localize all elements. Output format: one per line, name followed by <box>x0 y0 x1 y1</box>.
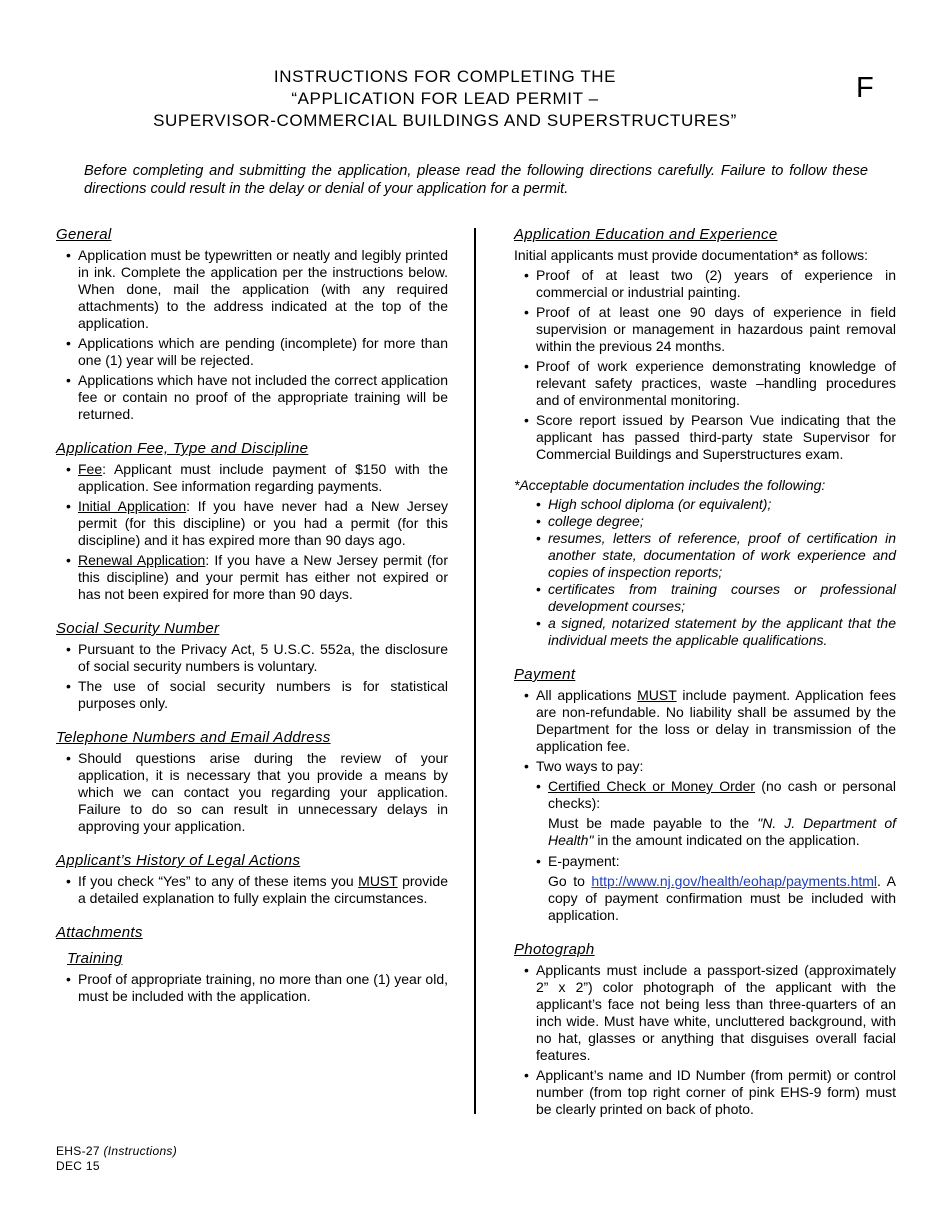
legal-actions-heading: Applicant’s History of Legal Actions <box>56 852 301 869</box>
ssn-item: • Pursuant to the Privacy Act, 5 U.S.C. 552a, the disclosure of social security numbers is voluntary. <box>56 641 448 675</box>
legal-text-before: If you check “Yes” to any of these items you <box>78 873 359 889</box>
check-option-label: Certified Check or Money Order <box>548 778 756 794</box>
phone-email-heading: Telephone Numbers and Email Address <box>56 729 331 746</box>
renewal-application-item <box>56 552 448 603</box>
documentation-item: • certificates from training courses or professional development courses; <box>514 581 896 615</box>
ssn-item: • The use of social security numbers is for statistical purposes only. <box>56 678 448 712</box>
left-column <box>56 226 448 1022</box>
check-payee-name: "N. J. Department of Health" <box>548 815 896 848</box>
fee-text: : Applicant must include payment of $150 with the application. See information regarding payments. <box>78 461 448 494</box>
photograph-item: • Applicant’s name and ID Number (from permit) or control number (from top right corner of pink EHS-9 form) must be clearly printed on back of photo. <box>514 1067 896 1118</box>
legal-actions-section <box>56 852 448 907</box>
payment-text-before: All applications <box>536 687 638 703</box>
check-payee-detail <box>514 815 896 849</box>
title-line-3: SUPERVISOR-COMMERCIAL BUILDINGS AND SUPERSTRUCTURES” <box>153 111 737 130</box>
form-code-note: (Instructions) <box>103 1144 178 1158</box>
initial-application-label: Initial Application <box>78 498 187 514</box>
documentation-item: • a signed, notarized statement by the applicant that the individual meets the applicable qualifications. <box>514 615 896 649</box>
fee-label: Fee <box>78 461 103 477</box>
general-item: • Application must be typewritten or neatly and legibly printed in ink. Complete the application per the instructions below. When done, mail the application (with any required attachments) to the address indicated at the top of the application. <box>56 247 448 332</box>
epayment-detail <box>514 873 896 924</box>
documentation-item: • High school diploma (or equivalent); <box>514 496 896 513</box>
fee-heading: Application Fee, Type and Discipline <box>56 440 309 457</box>
legal-actions-item <box>56 873 448 907</box>
training-item: • Proof of appropriate training, no more than one (1) year old, must be included with the application. <box>56 971 448 1005</box>
ssn-heading: Social Security Number <box>56 620 220 637</box>
payments-link[interactable]: http://www.nj.gov/health/eohap/payments.html <box>591 873 878 889</box>
form-code-line <box>56 1144 177 1159</box>
phone-email-item: • Should questions arise during the review of your application, it is necessary that you provide a means by which we can contact you regarding your application. Failure to do so can result in unnecessary delays in approving your application. <box>56 750 448 835</box>
check-option-item <box>514 778 896 812</box>
education-item: • Proof of at least two (2) years of experience in commercial or industrial painting. <box>514 267 896 301</box>
attachments-heading: Attachments <box>56 924 143 941</box>
check-detail-after: in the amount indicated on the application. <box>593 832 860 848</box>
general-item: • Applications which have not included the correct application fee or contain no proof of the appropriate training will be returned. <box>56 372 448 423</box>
payment-ways-item: • Two ways to pay: <box>514 758 896 775</box>
documentation-note-heading: *Acceptable documentation includes the following: <box>514 477 826 493</box>
right-column <box>514 226 896 1135</box>
footer <box>56 1144 177 1174</box>
form-date: DEC 15 <box>56 1159 100 1173</box>
document-title <box>120 66 770 132</box>
payment-item <box>514 687 896 755</box>
title-line-2: “APPLICATION FOR LEAD PERMIT – <box>291 89 599 108</box>
legal-text-after: provide a detailed explanation to fully explain the circumstances. <box>78 873 448 906</box>
documentation-item: • college degree; <box>514 513 896 530</box>
initial-application-item <box>56 498 448 549</box>
training-heading: Training <box>67 950 123 967</box>
epayment-text-after: . A copy of payment confirmation must be included with application. <box>548 873 896 923</box>
title-line-1: INSTRUCTIONS FOR COMPLETING THE <box>273 67 617 86</box>
ssn-section <box>56 620 448 712</box>
general-item: • Applications which are pending (incomplete) for more than one (1) year will be rejected. <box>56 335 448 369</box>
payment-section <box>514 666 896 924</box>
fee-item <box>56 461 448 495</box>
photograph-section <box>514 941 896 1118</box>
payment-text-after: include payment. Application fees are non-refundable. No liability shall be assumed by the Department for the loss or delay in transmission of the application fee. <box>536 687 896 754</box>
legal-must-emphasis: MUST <box>358 873 398 889</box>
general-section <box>56 226 448 423</box>
epayment-go-text: Go to <box>548 873 592 889</box>
education-heading: Application Education and Experience <box>514 226 778 243</box>
form-letter: F <box>856 72 874 104</box>
education-item: • Proof of work experience demonstrating knowledge of relevant safety practices, waste –handling procedures and of environmental monitoring. <box>514 358 896 409</box>
column-divider <box>474 228 476 1114</box>
initial-application-text: : If you have never had a New Jersey permit (for this discipline) or you had a permit (for this discipline) and it has expired more than 90 days ago. <box>78 498 448 548</box>
general-heading: General <box>56 226 112 243</box>
photograph-heading: Photograph <box>514 941 595 958</box>
education-item: • Proof of at least one 90 days of experience in field supervision or management in hazardous paint removal within the previous 24 months. <box>514 304 896 355</box>
payment-must-emphasis: MUST <box>637 687 677 703</box>
payment-heading: Payment <box>514 666 576 683</box>
education-item: • Score report issued by Pearson Vue indicating that the applicant has passed third-party state Supervisor for Commercial Buildings and Superstructures exam. <box>514 412 896 463</box>
check-detail-before: Must be made payable to the <box>548 815 758 831</box>
intro-paragraph: Before completing and submitting the application, please read the following directions carefully. Failure to follow these directions could result in the delay or denial of your application for a permit. <box>84 163 868 197</box>
documentation-item: • resumes, letters of reference, proof of certification in another state, documentation of work experience and copies of inspection reports; <box>514 530 896 581</box>
attachments-section <box>56 924 448 1005</box>
epayment-option-item: • E-payment: <box>514 853 896 870</box>
fee-section <box>56 440 448 603</box>
renewal-application-label: Renewal Application <box>78 552 206 568</box>
form-code: EHS-27 <box>56 1144 100 1158</box>
education-section <box>514 226 896 649</box>
renewal-application-text: : If you have a New Jersey permit (for this discipline) and your permit has either not expired or has not been expired for more than 90 days. <box>78 552 448 602</box>
phone-email-section <box>56 729 448 835</box>
photograph-item: • Applicants must include a passport-sized (approximately 2” x 2”) color photograph of the applicant with the applicant’s face not being less than three-quarters of an inch wide. Must have white, uncluttered background, with no hat, glasses or anything that disguises overall facial features. <box>514 962 896 1064</box>
check-option-text: (no cash or personal checks): <box>548 778 896 811</box>
education-lead: Initial applicants must provide documentation* as follows: <box>514 247 869 263</box>
